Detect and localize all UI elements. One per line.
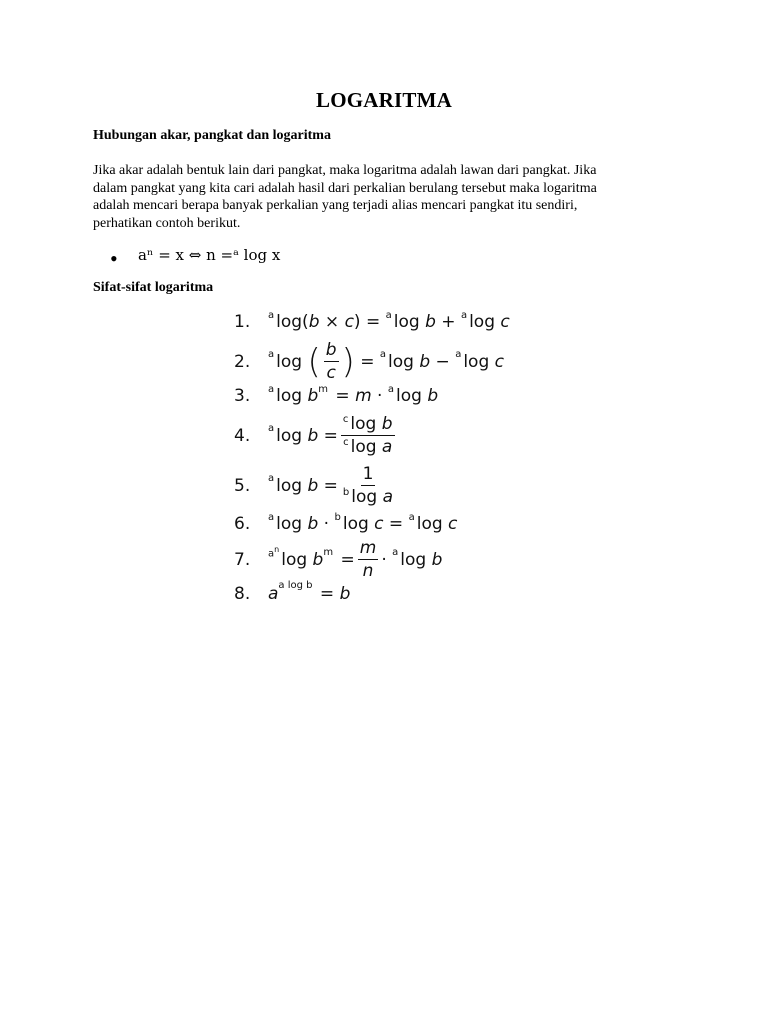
property-4-formula: 4. a log b = $\frac{^c \log b}{^c \log a}$ xyxy=(234,414,393,457)
property-1-formula: 1. a log( b × c ) = a log b + a log c xyxy=(234,309,510,332)
property-3-formula: 3. a log b m = m · a log b xyxy=(234,383,439,406)
property-5-formula: 5. a log b = $\frac{1}{^b \log a}$ xyxy=(234,464,394,507)
page-title: LOGARITMA xyxy=(316,88,452,112)
section-heading-properties: Sifat-sifat logaritma xyxy=(93,280,214,295)
section-heading-relationship: Hubungan akar, pangkat dan logaritma xyxy=(93,128,331,143)
paragraph-line: adalah mencari berapa banyak perkalian yang terjadi alias mencari pangkat itu sendiri, xyxy=(93,198,578,213)
intro-paragraph xyxy=(93,162,663,232)
paragraph-line: Jika akar adalah bentuk lain dari pangkat, maka logaritma adalah lawan dari pangkat. Jika xyxy=(93,163,597,178)
property-6-formula: 6. a log b · b log c = a log c xyxy=(234,511,458,534)
property-7-formula: 7. $a^n$ log b m = $\frac{m}{n}$ · a log b xyxy=(234,538,443,581)
paragraph-line: perhatikan contoh berikut. xyxy=(93,215,241,231)
property-2-formula: 2. a log ( $\frac{b}{c}$ ) = a log b − a log c xyxy=(234,340,505,383)
paragraph-line: dalam pangkat yang kita cari adalah hasil dari perkalian berulang tersebut maka logaritma xyxy=(93,180,597,196)
bullet-formula: aⁿ = x ⇔ n =ᵃ log x xyxy=(138,246,281,264)
bullet-icon: • xyxy=(110,246,118,271)
property-8-formula: 8. a a log b = b xyxy=(234,579,351,604)
